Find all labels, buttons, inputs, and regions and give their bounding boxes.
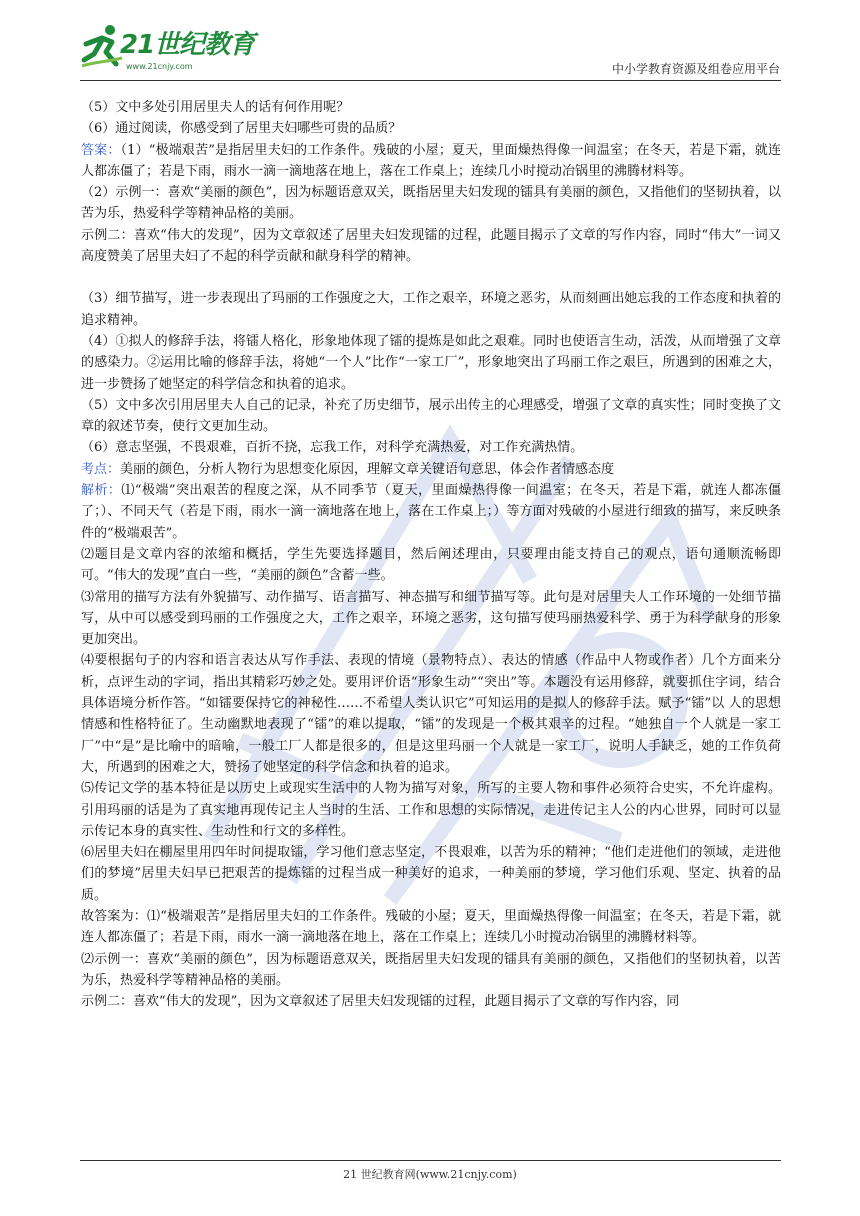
answer-5: （5）文中多次引用居里夫人自己的记录，补充了历史细节，展示出传主的心理感受，增强了文章的真实性；同时变换了文章的叙述节奏，使行文更加生动。 [81, 397, 781, 435]
logo-text: 21世纪教育 [120, 30, 255, 60]
footer-divider [80, 1160, 781, 1161]
spacer [81, 267, 781, 288]
jiexi-5: ⑸传记文学的基本特征是以历史上或现实生活中的人物为描写对象，所写的主要人物和事件必须符合史实，不允许虚构。引用玛丽的话是为了真实地再现传记主人当时的生活、工作和思想的实际情况，走进传记主人公的内心世界，同时可以显示传记本身的真实性、生动性和行文的多样性。 [81, 781, 781, 839]
logo [80, 18, 255, 78]
final-answer-2b: 示例二：喜欢“伟大的发现”，因为文章叙述了居里夫妇发现镭的过程，此题目揭示了文章的写作内容，同 [81, 994, 680, 1010]
jiexi-1-text: ⑴“极端”突出艰苦的程度之深，从不同季节（夏天，里面燥热得像一间温室；在冬天，若是下霜，就连人都冻僵了；）、不同天气（若是下雨，雨水一滴一滴地落在地上，落在工作桌上；）等方面对残破的小屋进行细致的描写，来反映条件的“极端艰苦”。 [81, 483, 781, 541]
question-6: （6）通过阅读，你感受到了居里夫妇哪些可贵的品质？ [81, 121, 402, 137]
page-header [80, 18, 780, 80]
final-answer-2a: ⑵示例一：喜欢“美丽的颜色”，因为标题语意双关，既指居里夫妇发现的镭具有美丽的颜色，又指他们的坚韧执着，以苦为乐，热爱科学等精神品格的美丽。 [81, 951, 781, 988]
answer-2a: （2）示例一：喜欢“美丽的颜色”，因为标题语意双关，既指居里夫妇发现的镭具有美丽的颜色，又指他们的坚韧执着，以苦为乐，热爱科学等精神品格的美丽。 [81, 185, 781, 222]
jiexi-3: ⑶常用的描写方法有外貌描写、动作描写、语言描写、神态描写和细节描写等。此句是对居里夫人工作环境的一处细节描写，从中可以感受到玛丽的工作强度之大，工作之艰辛，环境之恶劣，这句描写使玛丽热爱科学、勇于为科学献身的形象更加突出。 [81, 589, 781, 648]
kaodian-text: 美丽的颜色，分析人物行为思想变化原因，理解文章关键语句意思，体会作者情感态度 [120, 461, 615, 477]
jiexi-4: ⑷要根据句子的内容和语言表达从写作手法、表现的情境（景物特点）、表达的情感（作品中人物或作者）几个方面来分析，点评生动的字词，指出其精彩巧妙之处。要用评价语“形象生动”“突出”等。本题没有运用修辞，就要抓住字词，结合具体语境分析作答。“如镭要保持它的神秘性……不希望人类认识它”可知运用的是拟人的修辞手法。赋予“镭”以 人的思想情感和性格特征了。生动幽默地表现了“镭”的难以提取，“镭”的发现是一个极其艰辛的过程。“她独自一个人就是一家工厂”中“是”是比喻中的暗喻，一般工厂人都是很多的，但是这里玛丽一个人就是一家工厂，说明人手缺乏，她的工作负荷大，所遇到的困难之大，赞扬了她坚定的科学信念和执着的追求。 [81, 653, 781, 775]
jiexi-2: ⑵题目是文章内容的浓缩和概括，学生先要选择题目，然后阐述理由，只要理由能支持自己的观点，语句通顺流畅即可。“伟大的发现”直白一些，“美丽的颜色”含蓄一些。 [81, 546, 781, 584]
answer-2b: 示例二：喜欢“伟大的发现”，因为文章叙述了居里夫妇发现镭的过程，此题目揭示了文章的写作内容，同时“伟大”一词又高度赞美了居里夫妇了不起的科学贡献和献身科学的精神。 [81, 227, 781, 265]
jiexi-label: 解析： [81, 483, 122, 499]
footer-text: 21 世纪教育网(www.21cnjy.com) [343, 1168, 517, 1181]
kaodian-label: 考点： [81, 461, 121, 477]
logo-url: www.21cnjy.com [126, 62, 193, 71]
answer-3: （3）细节描写，进一步表现出了玛丽的工作强度之大，工作之艰辛，环境之恶劣，从而刻画出她忘我的工作态度和执着的追求精神。 [81, 291, 781, 328]
answer-1-text: （1）“极端艰苦”是指居里夫妇的工作条件。残破的小屋；夏天，里面燥热得像一间温室；在冬天，若是下霜，就连人都冻僵了；若是下雨，雨水一滴一滴地落在地上，落在工作桌上；连续几小时搅动冶锅里的沸腾材料等。 [81, 142, 781, 179]
answer-1 [81, 140, 781, 183]
header-divider [80, 80, 781, 81]
jiexi-1 [81, 480, 781, 544]
final-answer-1: 故答案为：⑴“极端艰苦”是指居里夫妇的工作条件。残破的小屋；夏天，里面燥热得像一间温室；在冬天，若是下霜，就连人都冻僵了；若是下雨，雨水一滴一滴地落在地上，落在工作桌上；连续几小时搅动冶锅里的沸腾材料等。 [81, 908, 781, 946]
runner-icon [80, 22, 124, 70]
kaodian [81, 459, 781, 480]
answer-6: （6）意志坚强，不畏艰难，百折不挠，忘我工作，对科学充满热爱，对工作充满热情。 [81, 440, 584, 456]
answer-4: （4）①拟人的修辞手法，将镭人格化，形象地体现了镭的提炼是如此之艰难。同时也使语言生动，活泼，从而增强了文章的感染力。②运用比喻的修辞手法，将她“一个人”比作“一家工厂”，形象地突出了玛丽工作之艰巨，所遇到的困难之大，进一步赞扬了她坚定的科学信念和执着的追求。 [81, 333, 781, 392]
answer-label: 答案： [81, 142, 121, 158]
question-5: （5）文中多处引用居里夫人的话有何作用呢？ [81, 100, 350, 115]
platform-title: 中小学教育资源及组卷应用平台 [611, 62, 780, 76]
jiexi-6: ⑹居里夫妇在棚屋里用四年时间提取镭，学习他们意志坚定，不畏艰难，以苦为乐的精神；“他们走进他们的领域，走进他们的梦境”居里夫妇早已把艰苦的提炼镭的过程当成一种美好的追求，一种美丽的梦境，学习他们乐观、坚定、执着的品质。 [81, 845, 781, 903]
document-body [81, 97, 781, 1012]
